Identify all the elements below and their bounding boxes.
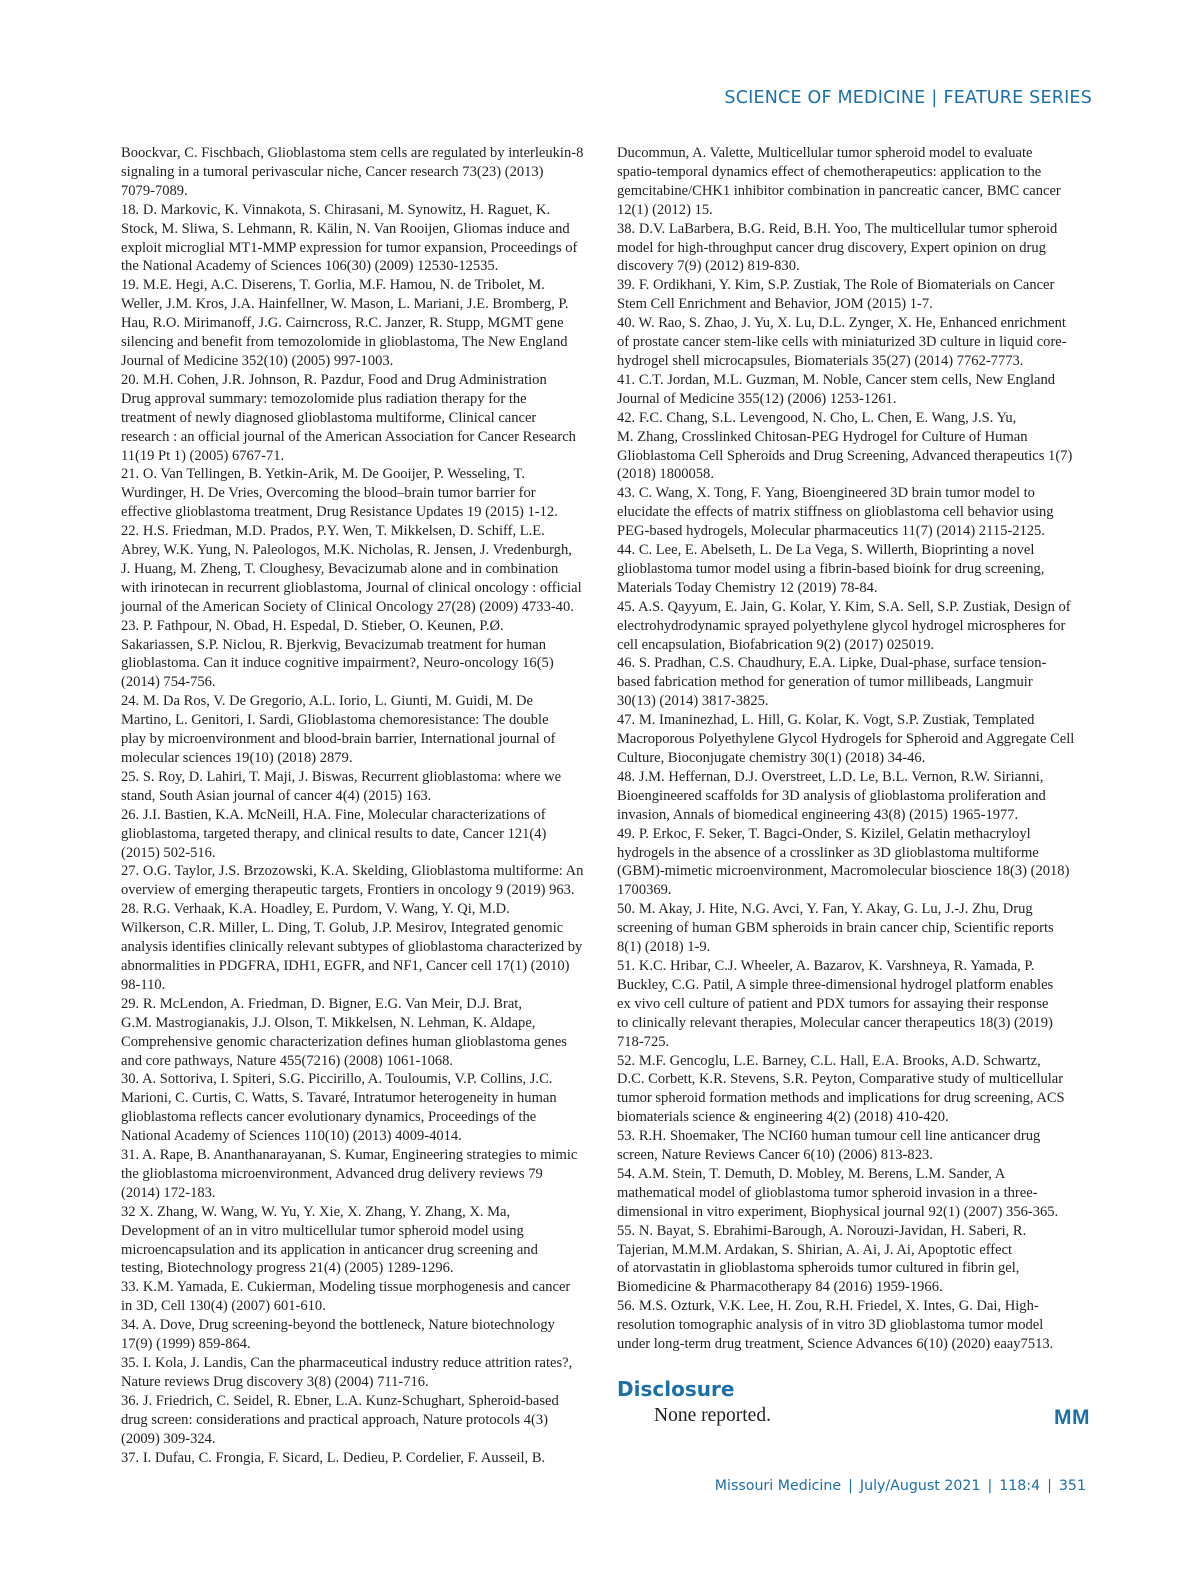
reference-item: 24. M. Da Ros, V. De Gregorio, A.L. Iorio, L. Giunti, M. Guidi, M. De Martino, L. Genitori, I. Sardi, Glioblastoma chemoresistance: The double play by microenvironment and blood-brain barrier, International journal of molecular sciences 19(10) (2018) 2879. <box>121 693 556 766</box>
footer-separator: | <box>987 1478 993 1494</box>
reference-item: 25. S. Roy, D. Lahiri, T. Maji, J. Biswas, Recurrent glioblastoma: where we stand, South Asian journal of cancer 4(4) (2015) 163. <box>121 768 562 804</box>
issue-date: July/August 2021 <box>859 1478 981 1494</box>
reference-item: 41. C.T. Jordan, M.L. Guzman, M. Noble, Cancer stem cells, New England Journal of Medicine 355(12) (2006) 1253-1261. <box>617 371 1056 407</box>
reference-item: 54. A.M. Stein, T. Demuth, D. Mobley, M. Berens, L.M. Sander, A mathematical model of glioblastoma tumor spheroid invasion in a three- dimensional in vitro experiment, Biophysical journal 92(1) (2007) 356-365. <box>617 1165 1059 1220</box>
reference-item: 53. R.H. Shoemaker, The NCI60 human tumour cell line anticancer drug screen, Nature Reviews Cancer 6(10) (2006) 813-823. <box>617 1128 1041 1164</box>
header-separator: | <box>931 88 938 108</box>
reference-item: 44. C. Lee, E. Abelseth, L. De La Vega, S. Willerth, Bioprinting a novel glioblastoma tumor model using a fibrin-based bioink for drug screening, Materials Today Chemistry 12 (2019) 78-84. <box>617 542 1045 596</box>
reference-item: 45. A.S. Qayyum, E. Jain, G. Kolar, Y. Kim, S.A. Sell, S.P. Zustiak, Design of electrohydrodynamic sprayed polyethylene glycol hydrogel microspheres for cell encapsulation, Biofabrication 9(2) (2017) 025019. <box>617 598 1071 653</box>
reference-item: 22. H.S. Friedman, M.D. Prados, P.Y. Wen, T. Mikkelsen, D. Schiff, L.E. Abrey, W.K. Yung, N. Paleologos, M.K. Nicholas, R. Jensen, J. Vredenburgh, J. Huang, M. Zheng, T. Cloughesy, Bevacizumab alone and in combination with irinotecan in recurrent glioblastoma, Journal of clinical oncology : official journal of the American Society of Clinical Oncology 27(28) (2009) 4733-40. <box>121 523 582 615</box>
reference-item: 31. A. Rape, B. Ananthanarayanan, S. Kumar, Engineering strategies to mimic the glioblastoma microenvironment, Advanced drug delivery reviews 79 (2014) 172-183. <box>121 1147 578 1201</box>
footer-separator: | <box>1047 1478 1052 1494</box>
reference-item: 19. M.E. Hegi, A.C. Diserens, T. Gorlia, M.F. Hamou, N. de Tribolet, M. Weller, J.M. Kros, J.A. Hainfellner, W. Mason, L. Mariani, J.E. Bromberg, P. Hau, R.O. Mirimanoff, J.G. Cairncross, R.C. Janzer, R. Stupp, MGMT gene silencing and benefit from temozolomide in glioblastoma, The New England Journal of Medicine 352(10) (2005) 997-1003. <box>121 277 569 369</box>
reference-item: 23. P. Fathpour, N. Obad, H. Espedal, D. Stieber, O. Keunen, P.Ø. Sakariassen, S.P. Niclou, R. Bjerkvig, Bevacizumab treatment for human glioblastoma. Can it induce cognitive impairment?, Neuro-oncology 16(5) (2014) 754-756. <box>121 617 554 691</box>
footer-separator: | <box>848 1478 853 1494</box>
reference-item: 52. M.F. Gencoglu, L.E. Barney, C.L. Hall, E.A. Brooks, A.D. Schwartz, D.C. Corbett, K.R. Stevens, S.R. Peyton, Comparative study of multicellular tumor spheroid formation methods and implications for drug screening, ACS biomaterials science & engineering 4(2) (2018) 410-420. <box>617 1052 1065 1126</box>
reference-item: 42. F.C. Chang, S.L. Levengood, N. Cho, L. Chen, E. Wang, J.S. Yu, M. Zhang, Crosslinked Chitosan-PEG Hydrogel for Culture of Human Glioblastoma Cell Spheroids and Drug Screening, Advanced therapeutics 1(7) (2018) 1800058. <box>617 409 1073 483</box>
volume-issue: 118:4 <box>999 1478 1041 1494</box>
reference-item: 18. D. Markovic, K. Vinnakota, S. Chirasani, M. Synowitz, H. Raguet, K. Stock, M. Sliwa, S. Lehmann, R. Kälin, N. Van Rooijen, Gliomas induce and exploit microglial MT1-MMP expression for tumor expansion, Proceedings of the National Academy of Sciences 106(30) (2009) 12530-12535. <box>121 201 578 275</box>
disclosure-heading: Disclosure <box>617 1377 735 1401</box>
reference-item: Boockvar, C. Fischbach, Glioblastoma stem cells are regulated by interleukin-8 signaling in a tumoral perivascular niche, Cancer research 73(23) (2013) 7079-7089. <box>121 145 584 199</box>
reference-item: 48. J.M. Heffernan, D.J. Overstreet, L.D. Le, B.L. Vernon, R.W. Sirianni, Bioengineered scaffolds for 3D analysis of glioblastoma proliferation and invasion, Annals of biomedical engineering 43(8) (2015) 1965-1977. <box>617 768 1046 823</box>
reference-item: 39. F. Ordikhani, Y. Kim, S.P. Zustiak, The Role of Biomaterials on Cancer Stem Cell Enrichment and Behavior, JOM (2015) 1-7. <box>617 277 1055 313</box>
reference-item: 26. J.I. Bastien, K.A. McNeill, H.A. Fine, Molecular characterizations of glioblastoma, targeted therapy, and clinical results to date, Cancer 121(4) (2015) 502-516. <box>121 806 547 861</box>
reference-item: 56. M.S. Ozturk, V.K. Lee, H. Zou, R.H. Friedel, X. Intes, G. Dai, High- resolution tomographic analysis of in vitro 3D glioblastoma tumor model under long-term drug treatment, Science Advances 6(10) (2020) eaay7513. <box>617 1298 1054 1353</box>
end-of-article-mark: MM <box>1054 1406 1090 1429</box>
references-left-column <box>121 144 595 1467</box>
reference-item: 55. N. Bayat, S. Ebrahimi-Barough, A. Norouzi-Javidan, H. Saberi, R. Tajerian, M.M.M. Ardakan, S. Shirian, A. Ai, J. Ai, Apoptotic effect of atorvastatin in glioblastoma spheroids tumor cultured in fibrin gel, Biomedicine & Pharmacotherapy 84 (2016) 1959-1966. <box>617 1222 1027 1296</box>
running-header <box>724 88 1092 108</box>
reference-item: 30. A. Sottoriva, I. Spiteri, S.G. Piccirillo, A. Touloumis, V.P. Collins, J.C. Marioni, C. Curtis, C. Watts, S. Tavaré, Intratumor heterogeneity in human glioblastoma reflects cancer evolutionary dynamics, Proceedings of the National Academy of Sciences 110(10) (2013) 4009-4014. <box>121 1071 557 1145</box>
reference-item: 38. D.V. LaBarbera, B.G. Reid, B.H. Yoo, The multicellular tumor spheroid model for high-throughput cancer drug discovery, Expert opinion on drug discovery 7(9) (2012) 819-830. <box>617 220 1058 275</box>
reference-item: 36. J. Friedrich, C. Seidel, R. Ebner, L.A. Kunz-Schughart, Spheroid-based drug screen: considerations and practical approach, Nature protocols 4(3) (2009) 309-324. <box>121 1392 559 1447</box>
reference-item: 51. K.C. Hribar, C.J. Wheeler, A. Bazarov, K. Varshneya, R. Yamada, P. Buckley, C.G. Patil, A simple three-dimensional hydrogel platform enables ex vivo cell culture of patient and PDX tumors for assaying their response to clinically relevant therapies, Molecular cancer therapeutics 18(3) (2019) 718-725. <box>617 957 1054 1050</box>
reference-item: 37. I. Dufau, C. Frongia, F. Sicard, L. Dedieu, P. Cordelier, F. Ausseil, B. <box>121 1449 546 1466</box>
reference-item: 27. O.G. Taylor, J.S. Brzozowski, K.A. Skelding, Glioblastoma multiforme: An overview of emerging therapeutic targets, Frontiers in oncology 9 (2019) 963. <box>121 863 584 899</box>
series-title: FEATURE SERIES <box>943 88 1092 108</box>
reference-item: Ducommun, A. Valette, Multicellular tumor spheroid model to evaluate spatio-temporal dynamics effect of chemotherapeutics: application to the gemcitabine/CHK1 inhibitor combination in pancreatic cancer, BMC cancer 12(1) (2012) 15. <box>617 145 1061 218</box>
reference-item: 46. S. Pradhan, C.S. Chaudhury, E.A. Lipke, Dual-phase, surface tension- based fabrication method for generation of tumor millibeads, Langmuir 30(13) (2014) 3817-3825. <box>617 655 1047 710</box>
reference-item: 32 X. Zhang, W. Wang, W. Yu, Y. Xie, X. Zhang, Y. Zhang, X. Ma, Development of an in vitro multicellular tumor spheroid model using microencapsulation and its application in anticancer drug screening and testing, Biotechnology progress 21(4) (2005) 1289-1296. <box>121 1203 538 1277</box>
publication-title: SCIENCE OF MEDICINE <box>724 88 926 108</box>
reference-item: 50. M. Akay, J. Hite, N.G. Avci, Y. Fan, Y. Akay, G. Lu, J.-J. Zhu, Drug screening of human GBM spheroids in brain cancer chip, Scientific reports 8(1) (2018) 1-9. <box>617 901 1054 956</box>
reference-item: 29. R. McLendon, A. Friedman, D. Bigner, E.G. Van Meir, D.J. Brat, G.M. Mastrogianakis, J.J. Olson, T. Mikkelsen, N. Lehman, K. Aldape, Comprehensive genomic characterization defines human glioblastoma genes and core pathways, Nature 455(7216) (2008) 1061-1068. <box>121 995 567 1069</box>
reference-item: 43. C. Wang, X. Tong, F. Yang, Bioengineered 3D brain tumor model to elucidate the effects of matrix stiffness on glioblastoma cell behavior using PEG-based hydrogels, Molecular pharmaceutics 11(7) (2014) 2115-2125. <box>617 485 1054 540</box>
journal-name: Missouri Medicine <box>714 1478 842 1494</box>
reference-item: 20. M.H. Cohen, J.R. Johnson, R. Pazdur, Food and Drug Administration Drug approval summary: temozolomide plus radiation therapy for the treatment of newly diagnosed glioblastoma multiforme, Clinical cancer research : an official journal of the American Association for Cancer Research 11(19 Pt 1) (2005) 6767-71. <box>121 371 576 464</box>
reference-item: 28. R.G. Verhaak, K.A. Hoadley, E. Purdom, V. Wang, Y. Qi, M.D. Wilkerson, C.R. Miller, L. Ding, T. Golub, J.P. Mesirov, Integrated genomic analysis identifies clinically relevant subtypes of glioblastoma characterized by abnormalities in PDGFRA, IDH1, EGFR, and NF1, Cancer cell 17(1) (2010) 98-110. <box>121 901 583 993</box>
reference-item: 33. K.M. Yamada, E. Cukierman, Modeling tissue morphogenesis and cancer in 3D, Cell 130(4) (2007) 601-610. <box>121 1279 571 1315</box>
reference-item: 47. M. Imaninezhad, L. Hill, G. Kolar, K. Vogt, S.P. Zustiak, Templated Macroporous Polyethylene Glycol Hydrogels for Spheroid and Aggregate Cell Culture, Bioconjugate chemistry 30(1) (2018) 34-46. <box>617 712 1075 766</box>
reference-item: 40. W. Rao, S. Zhao, J. Yu, X. Lu, D.L. Zynger, X. He, Enhanced enrichment of prostate cancer stem-like cells with miniaturized 3D culture in liquid core- hydrogel shell microcapsules, Biomaterials 35(27) (2014) 7762-7773. <box>617 315 1067 369</box>
page-number: 351 <box>1058 1478 1086 1494</box>
running-footer <box>715 1478 1086 1494</box>
reference-item: 35. I. Kola, J. Landis, Can the pharmaceutical industry reduce attrition rates?, Nature reviews Drug discovery 3(8) (2004) 711-716. <box>121 1355 573 1390</box>
disclosure-text: None reported. <box>654 1405 771 1426</box>
reference-item: 49. P. Erkoc, F. Seker, T. Bagci-Onder, S. Kizilel, Gelatin methacryloyl hydrogels in the absence of a crosslinker as 3D glioblastoma multiforme (GBM)-mimetic microenvironment, Macromolecular bioscience 18(3) (2018) 1700369. <box>617 825 1070 899</box>
reference-item: 21. O. Van Tellingen, B. Yetkin-Arik, M. De Gooijer, P. Wesseling, T. Wurdinger, H. De Vries, Overcoming the blood–brain tumor barrier for effective glioblastoma treatment, Drug Resistance Updates 19 (2015) 1-12. <box>121 466 558 521</box>
reference-item: 34. A. Dove, Drug screening-beyond the bottleneck, Nature biotechnology 17(9) (1999) 859-864. <box>121 1317 555 1353</box>
references-right-column <box>617 144 1091 1354</box>
